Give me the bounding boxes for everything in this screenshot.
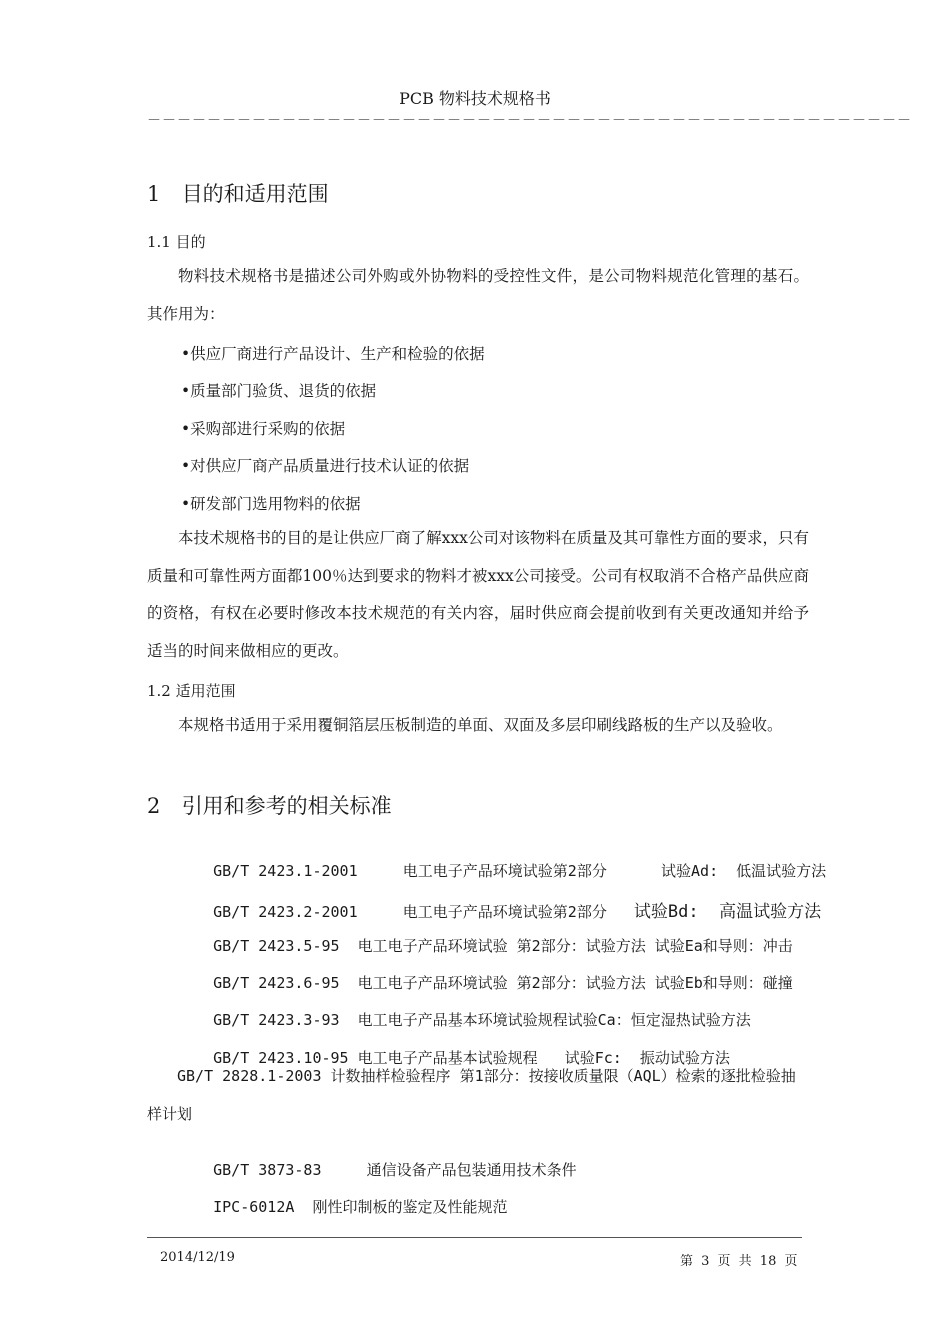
standard-code: IPC-6012A xyxy=(213,1198,295,1216)
section-1-heading xyxy=(147,178,329,208)
standard-desc: 电工电子产品环境试验第2部分 xyxy=(402,903,607,921)
standard-desc: 电工电子产品环境试验 第2部分：试验方法 试验Eb和导则：碰撞 xyxy=(357,974,793,992)
section-2-heading xyxy=(147,790,392,820)
standard-code: GB/T 2828.1-2003 xyxy=(177,1067,322,1085)
standard-code: GB/T 2423.10-95 xyxy=(213,1049,349,1067)
footer-divider xyxy=(147,1237,802,1238)
standard-test: 试验Ad: 低温试验方法 xyxy=(661,862,827,880)
standard-test: 试验Bd: 高温试验方法 xyxy=(633,902,822,922)
section-2-title: 引用和参考的相关标准 xyxy=(181,794,392,818)
section-1-number: 1 xyxy=(147,182,161,206)
subsection-1-2-number: 1.2 xyxy=(147,682,171,700)
subsection-1-1-heading xyxy=(147,231,206,252)
purpose-paragraph: 本技术规格书的目的是让供应厂商了解xxx公司对该物料在质量及其可靠性方面的要求，只有质量和可靠性两方面都100％达到要求的物料才被xxx公司接受。公司有权取消不合格产品供应商的资格，有权在必要时修改本技术规范的有关内容，届时供应商会提前收到有关更改通知并给予适当的时间来做相应的更改。 xyxy=(147,529,809,660)
section-1-title: 目的和适用范围 xyxy=(181,182,329,206)
subsection-1-1-title: 目的 xyxy=(175,233,206,251)
footer-date: 2014/12/19 xyxy=(160,1250,235,1265)
section-2-number: 2 xyxy=(147,794,161,818)
bullet-item: •对供应厂商产品质量进行技术认证的依据 xyxy=(181,457,470,475)
scope-paragraph: 本规格书适用于采用覆铜箔层压板制造的单面、双面及多层印刷线路板的生产以及验收。 xyxy=(178,716,783,734)
standard-code: GB/T 2423.3-93 xyxy=(213,1011,340,1029)
standard-desc: 计数抽样检验程序 第1部分：按接收质量限（AQL）检索的逐批检验抽样计划 xyxy=(147,1067,796,1123)
footer-page-number: 第 3 页 共 18 页 xyxy=(680,1254,798,1269)
standard-desc: 电工电子产品基本环境试验规程试验Ca：恒定湿热试验方法 xyxy=(357,1011,751,1029)
standard-desc: 电工电子产品环境试验第2部分 xyxy=(402,862,607,880)
standard-desc: 电工电子产品环境试验 第2部分：试验方法 试验Ea和导则：冲击 xyxy=(357,937,793,955)
bullet-item: •供应厂商进行产品设计、生产和检验的依据 xyxy=(181,345,485,363)
standard-desc: 电工电子产品基本试验规程 xyxy=(357,1049,538,1067)
standard-code: GB/T 3873-83 xyxy=(213,1161,322,1179)
standard-row xyxy=(147,1058,809,1133)
standard-desc: 刚性印制板的鉴定及性能规范 xyxy=(312,1198,508,1216)
bullet-item: •质量部门验货、退货的依据 xyxy=(181,382,377,400)
header-divider: －－－－－－－－－－－－－－－－－－－－－－－－－－－－－－－－－－－－－－－－－－－－－－－－－－－ xyxy=(147,113,912,129)
bullet-item: •采购部进行采购的依据 xyxy=(181,420,346,438)
standard-code: GB/T 2423.5-95 xyxy=(213,937,340,955)
standard-code: GB/T 2423.2-2001 xyxy=(213,903,358,921)
subsection-1-1-number: 1.1 xyxy=(147,233,171,251)
page-header-title: PCB 物料技术规格书 xyxy=(399,89,551,108)
bullet-item: •研发部门选用物料的依据 xyxy=(181,495,361,513)
standard-test: 试验Fc: 振动试验方法 xyxy=(564,1049,730,1067)
standard-code: GB/T 2423.6-95 xyxy=(213,974,340,992)
standard-code: GB/T 2423.1-2001 xyxy=(213,862,358,880)
subsection-1-2-heading xyxy=(147,680,236,701)
intro-paragraph: 物料技术规格书是描述公司外购或外协物料的受控性文件，是公司物料规范化管理的基石。其作用为： xyxy=(147,267,809,323)
standard-desc: 通信设备产品包装通用技术条件 xyxy=(366,1161,577,1179)
subsection-1-2-title: 适用范围 xyxy=(175,682,236,700)
standard-row xyxy=(177,1178,507,1235)
